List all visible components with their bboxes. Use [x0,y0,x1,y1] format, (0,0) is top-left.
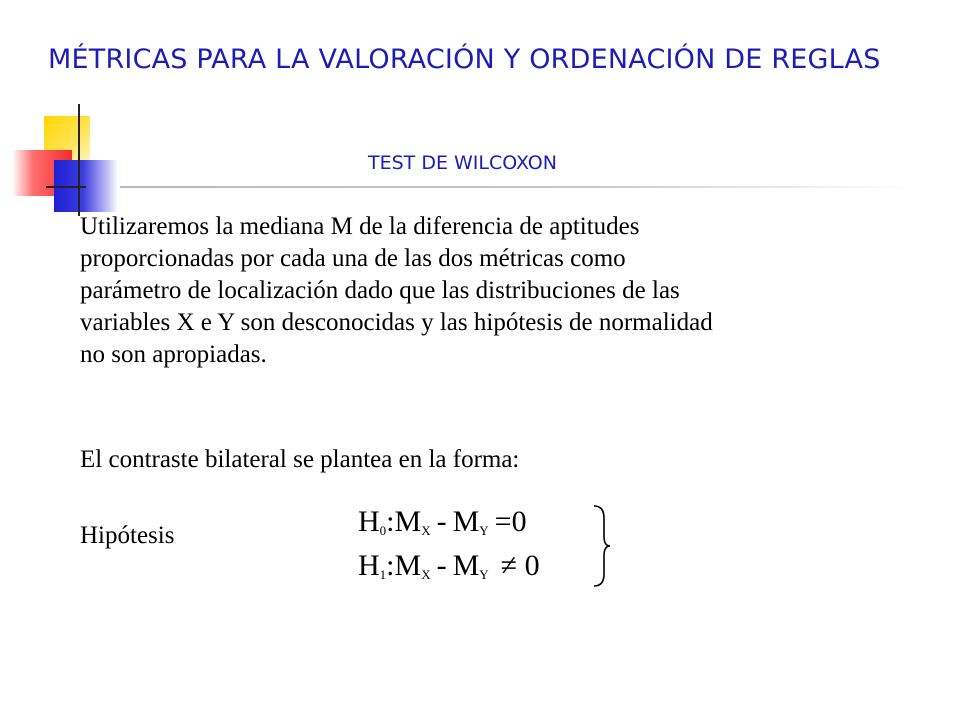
paragraph-line: parámetro de localización dado que las distribuciones de las [80,277,680,304]
right-brace-icon [590,504,612,588]
slide-title: MÉTRICAS PARA LA VALORACIÓN Y ORDENACIÓN DE REGLAS [48,44,881,75]
null-hypothesis-row: $H_0:M_X - M_Y =0$ [358,505,527,538]
alternative-hypothesis-row: $H_1:M_X - M_Y \ne 0$ [358,549,540,582]
paragraph-line: proporcionadas por cada una de las dos métricas como [80,245,626,272]
contrast-statement: El contraste bilateral se plantea en la forma: [80,446,520,473]
body-paragraph [80,211,920,371]
short-horizontal-divider [46,186,86,188]
paragraph-line: variables X e Y son desconocidas y las hipótesis de normalidad [80,309,713,336]
decorative-squares [0,100,140,220]
hypothesis-formula [358,500,540,588]
hypothesis-label: Hipótesis [80,522,175,549]
slide-subtitle: TEST DE WILCOXON [368,152,557,174]
title-rule [120,186,910,188]
paragraph-line: no son apropiadas. [80,341,267,368]
paragraph-line: Utilizaremos la mediana M de la diferencia de aptitudes [80,213,640,240]
vertical-divider [78,104,80,216]
